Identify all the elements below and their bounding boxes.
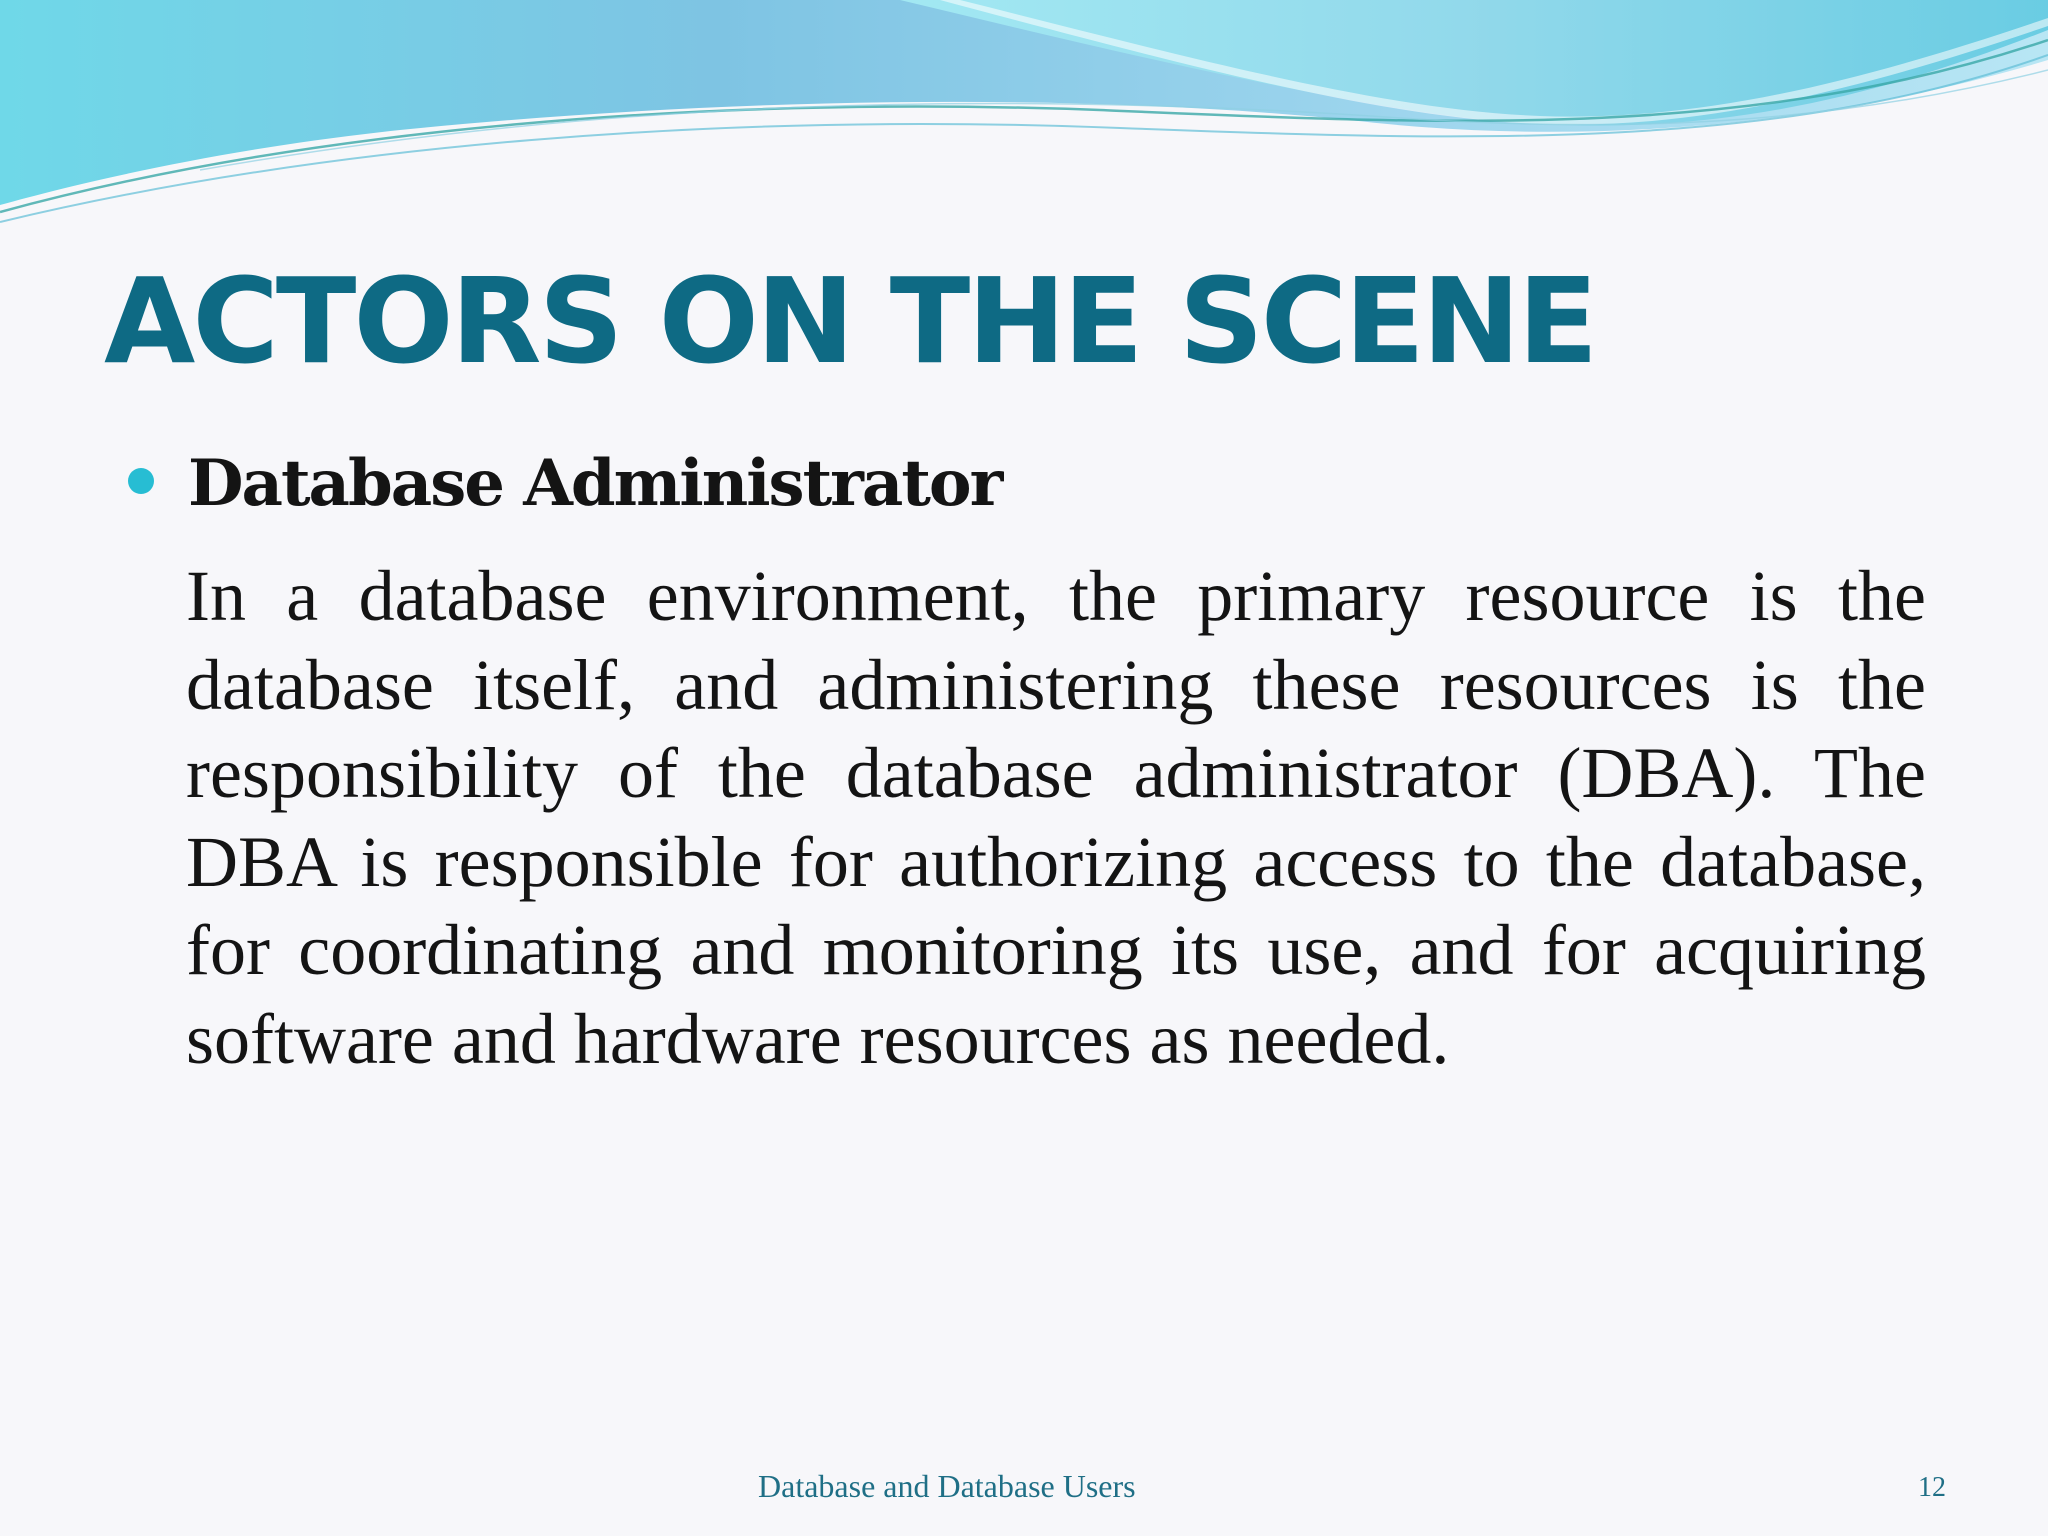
footer-text: Database and Database Users — [758, 1468, 1136, 1504]
bullet-label: Database Administrator — [188, 446, 1002, 521]
slide-title: ACTORS ON THE SCENE — [104, 252, 1596, 390]
header-wave-decoration — [0, 0, 2048, 240]
bullet-item — [128, 446, 1002, 521]
page-number: 12 — [1918, 1472, 1946, 1503]
bullet-description: In a database environment, the primary resource is the database itself, and administering these resources is the responsibility of the database administrator (DBA). The DBA is responsible for authorizing access to the database, for coordinating and monitoring its use, and for acquiring software and hardware resources as needed. — [186, 556, 1926, 1079]
bullet-icon — [128, 468, 154, 494]
